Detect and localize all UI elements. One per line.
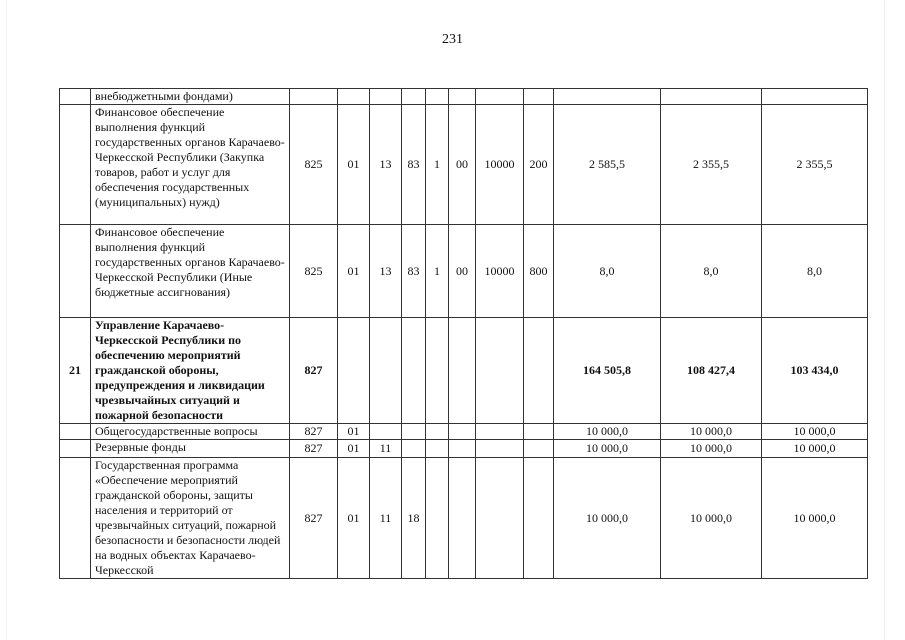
- row-number: [60, 440, 91, 458]
- amount-year-3: 8,0: [762, 225, 868, 318]
- table-row: [60, 225, 868, 318]
- amount-year-1: 10 000,0: [554, 440, 661, 458]
- page-number: 231: [442, 32, 463, 47]
- program-code: 18: [402, 458, 426, 579]
- row-name: Общегосударственные вопросы: [91, 424, 290, 440]
- direction-code: [449, 424, 476, 440]
- row-number: [60, 105, 91, 225]
- ministry-code: 827: [290, 440, 338, 458]
- section-code: 01: [338, 105, 370, 225]
- amount-year-1: 10 000,0: [554, 424, 661, 440]
- program-code: [402, 440, 426, 458]
- amount-year-2: 10 000,0: [661, 440, 762, 458]
- row-number: [60, 458, 91, 579]
- expense-code: [476, 89, 524, 105]
- subsection-code: 13: [370, 225, 402, 318]
- ministry-code: 827: [290, 318, 338, 424]
- amount-year-1: 2 585,5: [554, 105, 661, 225]
- expense-type-code: [524, 424, 554, 440]
- row-name: Резервные фонды: [91, 440, 290, 458]
- section-code: 01: [338, 225, 370, 318]
- amount-year-2: 10 000,0: [661, 424, 762, 440]
- subprogram-code: [426, 318, 449, 424]
- subsection-code: 13: [370, 105, 402, 225]
- direction-code: 00: [449, 225, 476, 318]
- expense-code: [476, 318, 524, 424]
- table-row: [60, 89, 868, 105]
- subsection-code: 11: [370, 440, 402, 458]
- amount-year-3: 103 434,0: [762, 318, 868, 424]
- direction-code: [449, 89, 476, 105]
- subsection-code: [370, 89, 402, 105]
- amount-year-3: 10 000,0: [762, 440, 868, 458]
- table-row: [60, 440, 868, 458]
- amount-year-3: 10 000,0: [762, 458, 868, 579]
- section-code: [338, 318, 370, 424]
- expense-type-code: [524, 458, 554, 579]
- amount-year-2: 10 000,0: [661, 458, 762, 579]
- expense-type-code: 200: [524, 105, 554, 225]
- amount-year-3: [762, 89, 868, 105]
- amount-year-3: 2 355,5: [762, 105, 868, 225]
- direction-code: [449, 458, 476, 579]
- row-number: [60, 89, 91, 105]
- amount-year-1: 8,0: [554, 225, 661, 318]
- program-code: 83: [402, 225, 426, 318]
- subprogram-code: [426, 89, 449, 105]
- subprogram-code: [426, 440, 449, 458]
- row-number: 21: [60, 318, 91, 424]
- ministry-code: 827: [290, 424, 338, 440]
- table-row: [60, 105, 868, 225]
- subsection-code: 11: [370, 458, 402, 579]
- row-name: Финансовое обеспечение выполнения функций государственных органов Карачаево-Черкесской Республики (Иные бюджетные ассигнования): [91, 225, 290, 318]
- scan-edge-left: [6, 0, 7, 640]
- subprogram-code: [426, 424, 449, 440]
- table-row: [60, 318, 868, 424]
- expense-code: [476, 458, 524, 579]
- row-name: внебюджетными фондами): [91, 89, 290, 105]
- direction-code: [449, 318, 476, 424]
- subprogram-code: 1: [426, 105, 449, 225]
- amount-year-2: 2 355,5: [661, 105, 762, 225]
- amount-year-1: 164 505,8: [554, 318, 661, 424]
- section-code: [338, 89, 370, 105]
- row-name: Управление Карачаево-Черкесской Республики по обеспечению мероприятий гражданской обороны, предупреждения и ликвидации чрезвычайных ситуаций и пожарной безопасности: [91, 318, 290, 424]
- table-row: [60, 458, 868, 579]
- program-code: [402, 89, 426, 105]
- program-code: [402, 424, 426, 440]
- subsection-code: [370, 424, 402, 440]
- section-code: 01: [338, 458, 370, 579]
- ministry-code: [290, 89, 338, 105]
- amount-year-1: 10 000,0: [554, 458, 661, 579]
- section-code: 01: [338, 424, 370, 440]
- row-number: [60, 424, 91, 440]
- expense-code: 10000: [476, 225, 524, 318]
- budget-table: [59, 88, 868, 579]
- program-code: 83: [402, 105, 426, 225]
- expense-code: [476, 424, 524, 440]
- amount-year-2: [661, 89, 762, 105]
- row-name: Финансовое обеспечение выполнения функций государственных органов Карачаево-Черкесской Республики (Закупка товаров, работ и услуг для обеспечения государственных (муниципальных) нужд): [91, 105, 290, 225]
- expense-code: [476, 440, 524, 458]
- subprogram-code: 1: [426, 225, 449, 318]
- table-row: [60, 424, 868, 440]
- direction-code: 00: [449, 105, 476, 225]
- row-number: [60, 225, 91, 318]
- amount-year-2: 108 427,4: [661, 318, 762, 424]
- expense-type-code: 800: [524, 225, 554, 318]
- subsection-code: [370, 318, 402, 424]
- expense-type-code: [524, 89, 554, 105]
- expense-code: 10000: [476, 105, 524, 225]
- amount-year-2: 8,0: [661, 225, 762, 318]
- section-code: 01: [338, 440, 370, 458]
- expense-type-code: [524, 440, 554, 458]
- ministry-code: 825: [290, 225, 338, 318]
- amount-year-3: 10 000,0: [762, 424, 868, 440]
- table-body: [60, 89, 868, 579]
- scan-edge-right: [884, 0, 885, 640]
- ministry-code: 827: [290, 458, 338, 579]
- expense-type-code: [524, 318, 554, 424]
- program-code: [402, 318, 426, 424]
- amount-year-1: [554, 89, 661, 105]
- row-name: Государственная программа «Обеспечение мероприятий гражданской обороны, защиты населения и территорий от чрезвычайных ситуаций, пожарной безопасности и безопасности людей на водных объектах Карачаево-Черкесской: [91, 458, 290, 579]
- subprogram-code: [426, 458, 449, 579]
- ministry-code: 825: [290, 105, 338, 225]
- direction-code: [449, 440, 476, 458]
